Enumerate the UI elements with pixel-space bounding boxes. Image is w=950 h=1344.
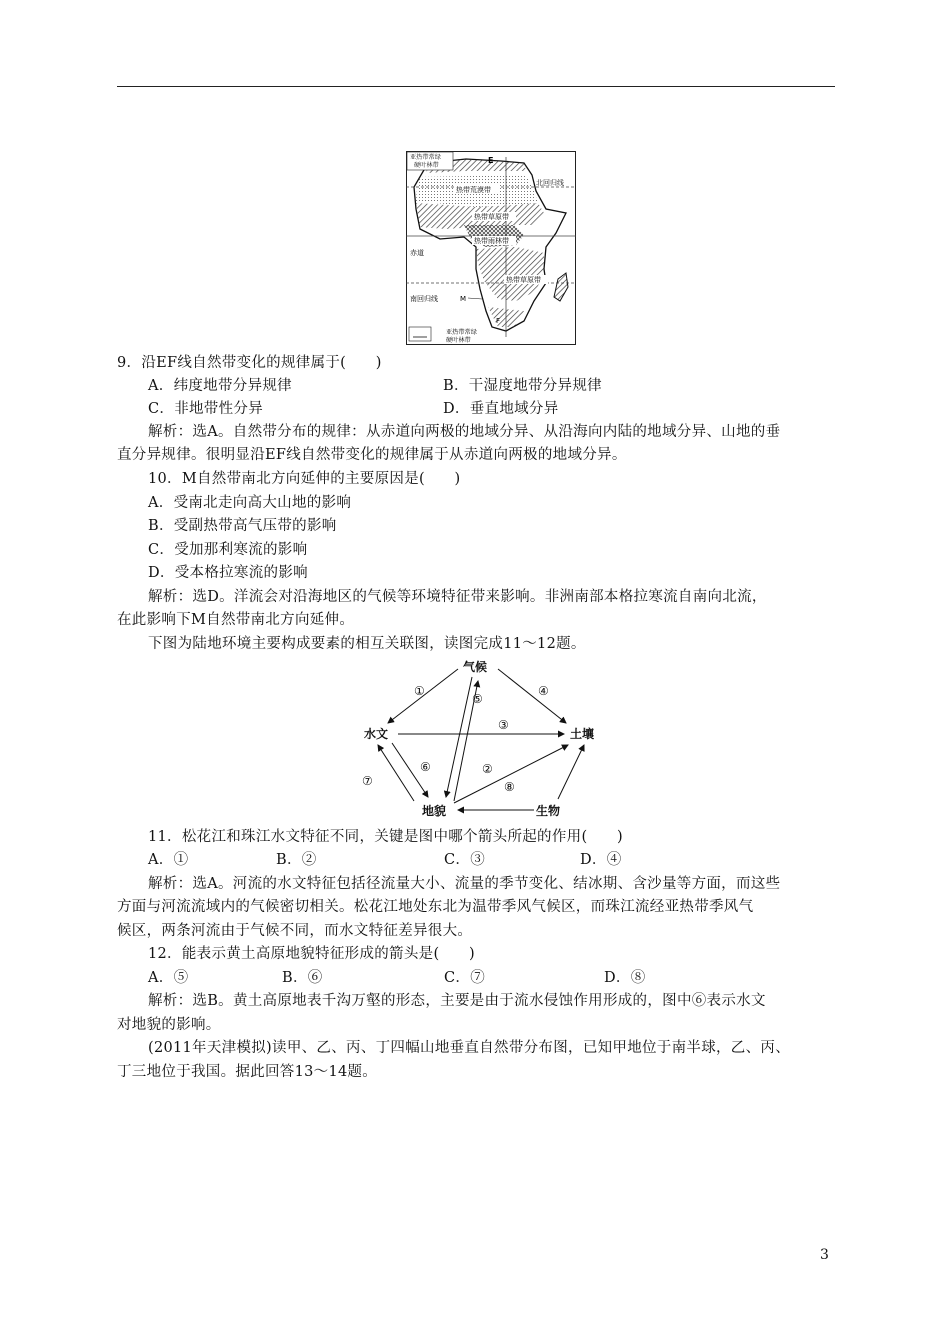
- map-point-M: M: [460, 295, 467, 303]
- q11-option-d: D．④: [580, 852, 622, 868]
- tropic-north-label: 北回归线: [536, 179, 564, 187]
- q12-option-c: C．⑦: [444, 970, 485, 986]
- node-landform: 地貌: [422, 804, 447, 818]
- tropic-south-label: 南回归线: [410, 295, 438, 303]
- q11-stem: 11．松花江和珠江水文特征不同，关键是图中哪个箭头所起的作用( ): [148, 829, 623, 845]
- q12-option-d: D．⑧: [604, 970, 646, 986]
- intro-11-12: 下图为陆地环境主要构成要素的相互关联图，读图完成11～12题。: [148, 636, 586, 652]
- top-left-legend-line1: 亚热带常绿: [410, 154, 441, 161]
- q11-explanation-line1: 解析：选A。河流的水文特征包括径流量大小、流量的季节变化、结冰期、含沙量等方面，而这些: [148, 876, 781, 892]
- q9-option-a: A．纬度地带分异规律: [148, 378, 292, 394]
- desert-label: 热带荒漠带: [456, 186, 491, 194]
- arrow-label-8: ⑧: [504, 780, 515, 794]
- q11-explanation-line3: 候区，两条河流由于气候不同，而水文特征差异很大。: [117, 923, 473, 939]
- arrow-2: [454, 745, 568, 803]
- arrow-4: [498, 669, 566, 723]
- q10-option-b: B．受副热带高气压带的影响: [148, 518, 337, 534]
- bottom-legend-line2: 硬叶林带: [446, 337, 471, 344]
- intro-13-14-line1: (2011年天津模拟)读甲、乙、丙、丁四幅山地垂直自然带分布图，已知甲地位于南半球，乙、丙、: [148, 1040, 791, 1056]
- q9-option-d: D．垂直地域分异: [443, 401, 559, 417]
- arrow-label-1: ①: [414, 684, 425, 698]
- q11-option-b: B．②: [276, 852, 317, 868]
- map-point-F: F: [496, 317, 501, 325]
- node-climate: 气候: [463, 660, 488, 674]
- q9-option-b: B．干湿度地带分异规律: [443, 378, 602, 394]
- q9-option-c: C．非地带性分异: [148, 401, 263, 417]
- arrow-5a: [446, 677, 472, 797]
- arrow-label-7: ⑦: [362, 774, 373, 788]
- node-biology: 生物: [536, 804, 561, 818]
- q12-option-a: A．⑤: [148, 970, 189, 986]
- arrow-7: [378, 745, 414, 801]
- page-number: 3: [820, 1247, 829, 1263]
- q12-explanation-line2: 对地貌的影响。: [117, 1017, 221, 1033]
- q11-option-c: C．③: [444, 852, 485, 868]
- q11-explanation-line2: 方面与河流流域内的气候密切相关。松花江地处东北为温带季风气候区，而珠江流经亚热带季风气: [117, 899, 754, 915]
- q12-stem: 12．能表示黄土高原地貌特征形成的箭头是( ): [148, 946, 475, 962]
- savanna-south-label: 热带草原带: [506, 276, 541, 284]
- arrow-label-2: ②: [482, 762, 493, 776]
- arrow-label-5: ⑤: [472, 692, 483, 706]
- arrow-bio-soil: [558, 745, 584, 799]
- q9-stem: 9．沿EF线自然带变化的规律属于( ): [117, 355, 382, 371]
- q10-option-a: A．受南北走向高大山地的影响: [148, 495, 352, 511]
- savanna-north-label: 热带草原带: [474, 213, 509, 221]
- top-left-legend-line2: 硬叶林带: [414, 162, 439, 169]
- arrow-label-3: ③: [498, 718, 509, 732]
- arrow-label-4: ④: [538, 684, 549, 698]
- africa-natural-zone-map: [406, 151, 576, 345]
- q10-explanation-line1: 解析：选D。洋流会对沿海地区的气候等环境特征带来影响。非洲南部本格拉寒流自南向北流，: [148, 589, 767, 605]
- node-hydrology: 水文: [364, 727, 389, 741]
- q9-explanation-line2: 直分异规律。很明显沿EF线自然带变化的规律属于从赤道向两极的地域分异。: [117, 447, 627, 463]
- land-environment-relationship-diagram: [358, 657, 598, 820]
- equator-label: 赤道: [410, 249, 424, 257]
- arrow-label-6: ⑥: [420, 760, 431, 774]
- q10-option-d: D．受本格拉寒流的影响: [148, 565, 308, 581]
- q10-explanation-line2: 在此影响下M自然带南北方向延伸。: [117, 612, 355, 628]
- q12-explanation-line1: 解析：选B。黄土高原地表千沟万壑的形态，主要是由于流水侵蚀作用形成的，图中⑥表示水文: [148, 993, 766, 1009]
- node-soil: 土壤: [570, 727, 595, 741]
- intro-13-14-line2: 丁三地位于我国。据此回答13～14题。: [117, 1064, 378, 1080]
- q11-option-a: A．①: [148, 852, 189, 868]
- q10-stem: 10．M自然带南北方向延伸的主要原因是( ): [148, 471, 461, 487]
- q10-option-c: C．受加那利寒流的影响: [148, 542, 308, 558]
- bottom-legend-line1: 亚热带常绿: [446, 329, 477, 336]
- map-point-E: E: [488, 156, 494, 165]
- header-rule: [117, 86, 835, 87]
- rainforest-label: 热带雨林带: [474, 237, 509, 245]
- q9-explanation-line1: 解析：选A。自然带分布的规律：从赤道向两极的地域分异、从沿海向内陆的地域分异、山地的垂: [148, 424, 781, 440]
- q12-option-b: B．⑥: [282, 970, 323, 986]
